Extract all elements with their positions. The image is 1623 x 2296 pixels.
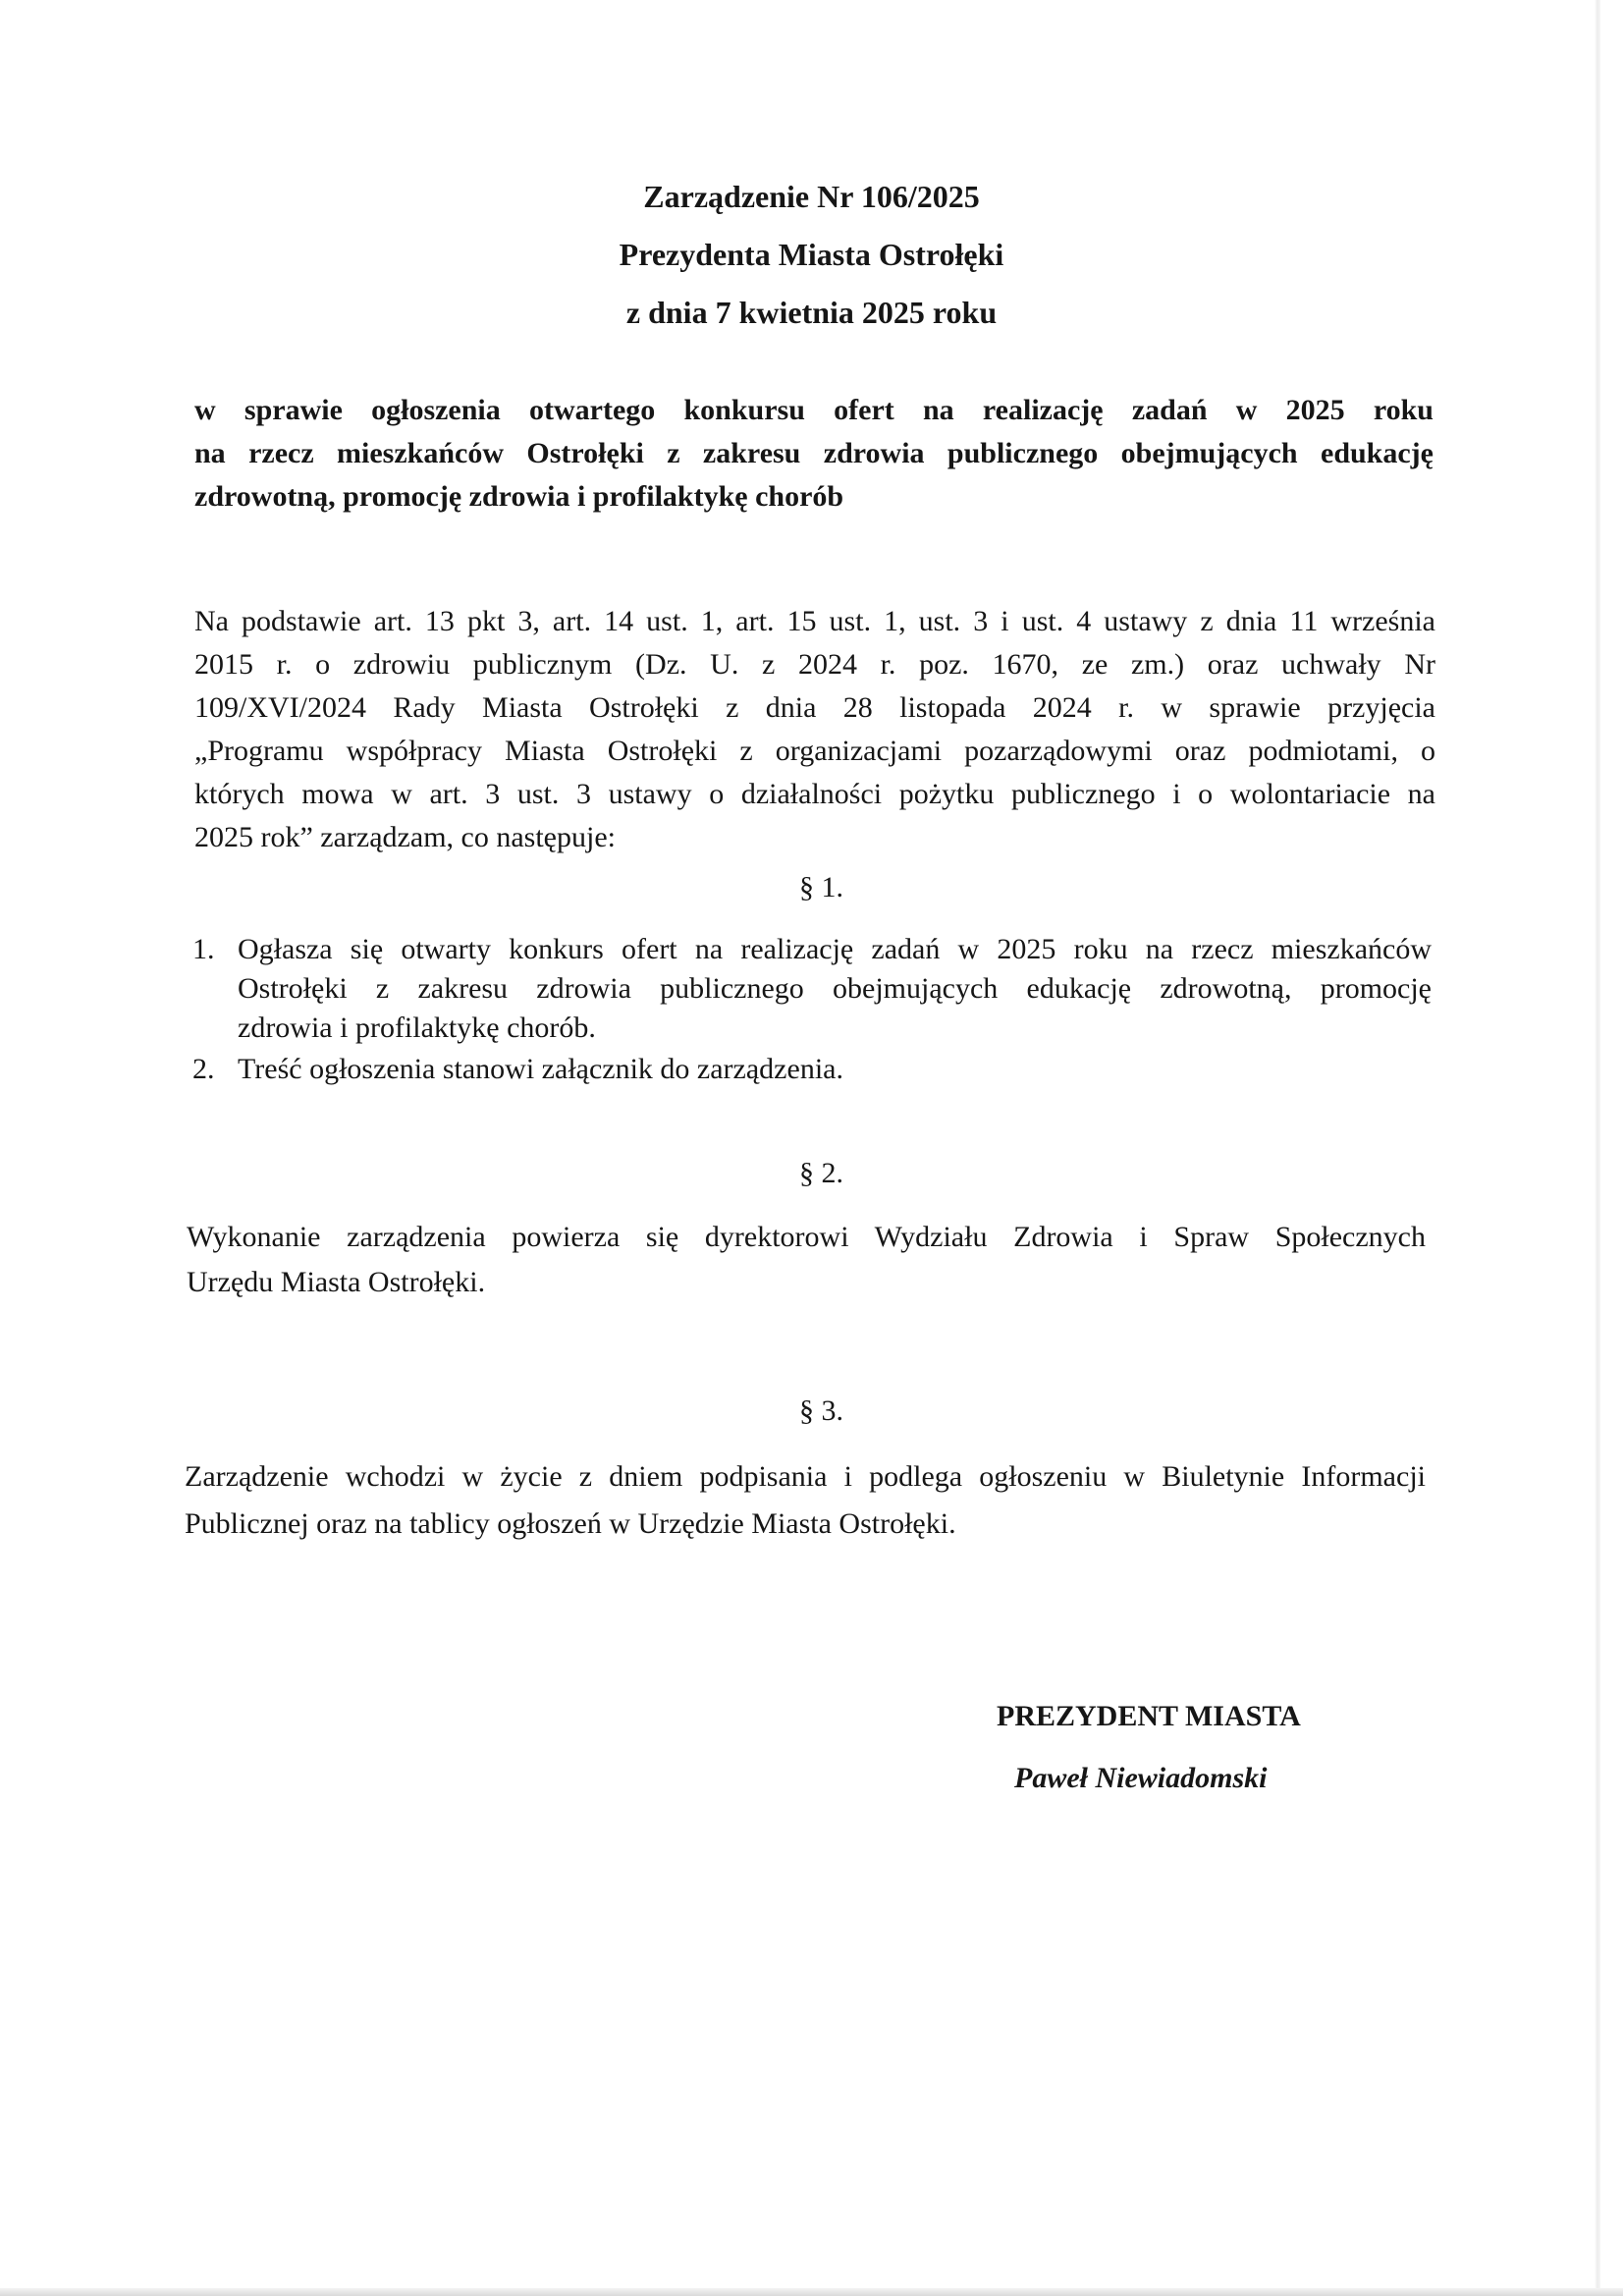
preamble-line: Na podstawie art. 13 pkt 3, art. 14 ust. 1, art. 15 ust. 1, ust. 3 i ust. 4 ustawy z dnia 11 września [194, 605, 1435, 637]
preamble-line: 109/XVI/2024 Rady Miasta Ostrołęki z dnia 28 listopada 2024 r. w sprawie przyjęcia [194, 691, 1435, 724]
preamble-line: których mowa w art. 3 ust. 3 ustawy o działalności pożytku publicznego i o wolontariacie na [194, 778, 1435, 810]
section-2-line: Wykonanie zarządzenia powierza się dyrektorowi Wydziału Zdrowia i Spraw Społecznych [187, 1221, 1426, 1253]
preamble-line: 2025 rok” zarządzam, co następuje: [194, 821, 616, 853]
list-item-line: Ostrołęki z zakresu zdrowia publicznego obejmujących edukację zdrowotną, promocję [238, 972, 1432, 1005]
scan-edge-right [1595, 0, 1600, 2296]
preamble-line: 2015 r. o zdrowiu publicznym (Dz. U. z 2024 r. poz. 1670, ze zm.) oraz uchwały Nr [194, 648, 1435, 681]
list-item-text [238, 930, 1432, 1048]
list-item-number: 2. [192, 1053, 215, 1085]
section-1-sign: § 1. [799, 871, 843, 903]
preamble [194, 600, 1435, 859]
document-title: Zarządzenie Nr 106/2025 [643, 179, 980, 214]
document-subject [194, 389, 1434, 519]
document-date: z dnia 7 kwietnia 2025 roku [625, 295, 998, 330]
section-1-item [192, 1050, 1439, 1089]
signature-name: Paweł Niewiadomski [1014, 1762, 1268, 1794]
subject-line: zdrowotną, promocję zdrowia i profilaktykę chorób [194, 480, 844, 513]
section-2-line: Urzędu Miasta Ostrołęki. [187, 1266, 486, 1298]
list-item-line: zdrowia i profilaktykę chorób. [238, 1011, 596, 1044]
signature-title: PREZYDENT MIASTA [997, 1700, 1301, 1732]
list-item-line: Ogłasza się otwarty konkurs ofert na realizację zadań w 2025 roku na rzecz mieszkańców [238, 933, 1432, 965]
document-issuer: Prezydenta Miasta Ostrołęki [619, 237, 1004, 272]
section-3-sign: § 3. [799, 1394, 843, 1427]
section-2-text [187, 1215, 1426, 1305]
section-2-sign: § 2. [799, 1157, 843, 1189]
section-3-line: Zarządzenie wchodzi w życie z dniem podpisania i podlega ogłoszeniu w Biuletynie Informacji [185, 1460, 1426, 1493]
subject-line: na rzecz mieszkańców Ostrołęki z zakresu zdrowia publicznego obejmujących edukację [194, 437, 1434, 469]
list-item-text [238, 1050, 1432, 1089]
list-item-number: 1. [192, 933, 215, 965]
subject-line: w sprawie ogłoszenia otwartego konkursu ofert na realizację zadań w 2025 roku [194, 394, 1434, 426]
section-3-text [185, 1453, 1426, 1548]
section-1-item [192, 930, 1439, 1048]
section-3-line: Publicznej oraz na tablicy ogłoszeń w Urzędzie Miasta Ostrołęki. [185, 1507, 956, 1540]
list-item-line: Treść ogłoszenia stanowi załącznik do zarządzenia. [238, 1053, 843, 1085]
preamble-line: „Programu współpracy Miasta Ostrołęki z organizacjami pozarządowymi oraz podmiotami, o [194, 735, 1435, 767]
scan-edge-bottom [0, 2288, 1623, 2296]
